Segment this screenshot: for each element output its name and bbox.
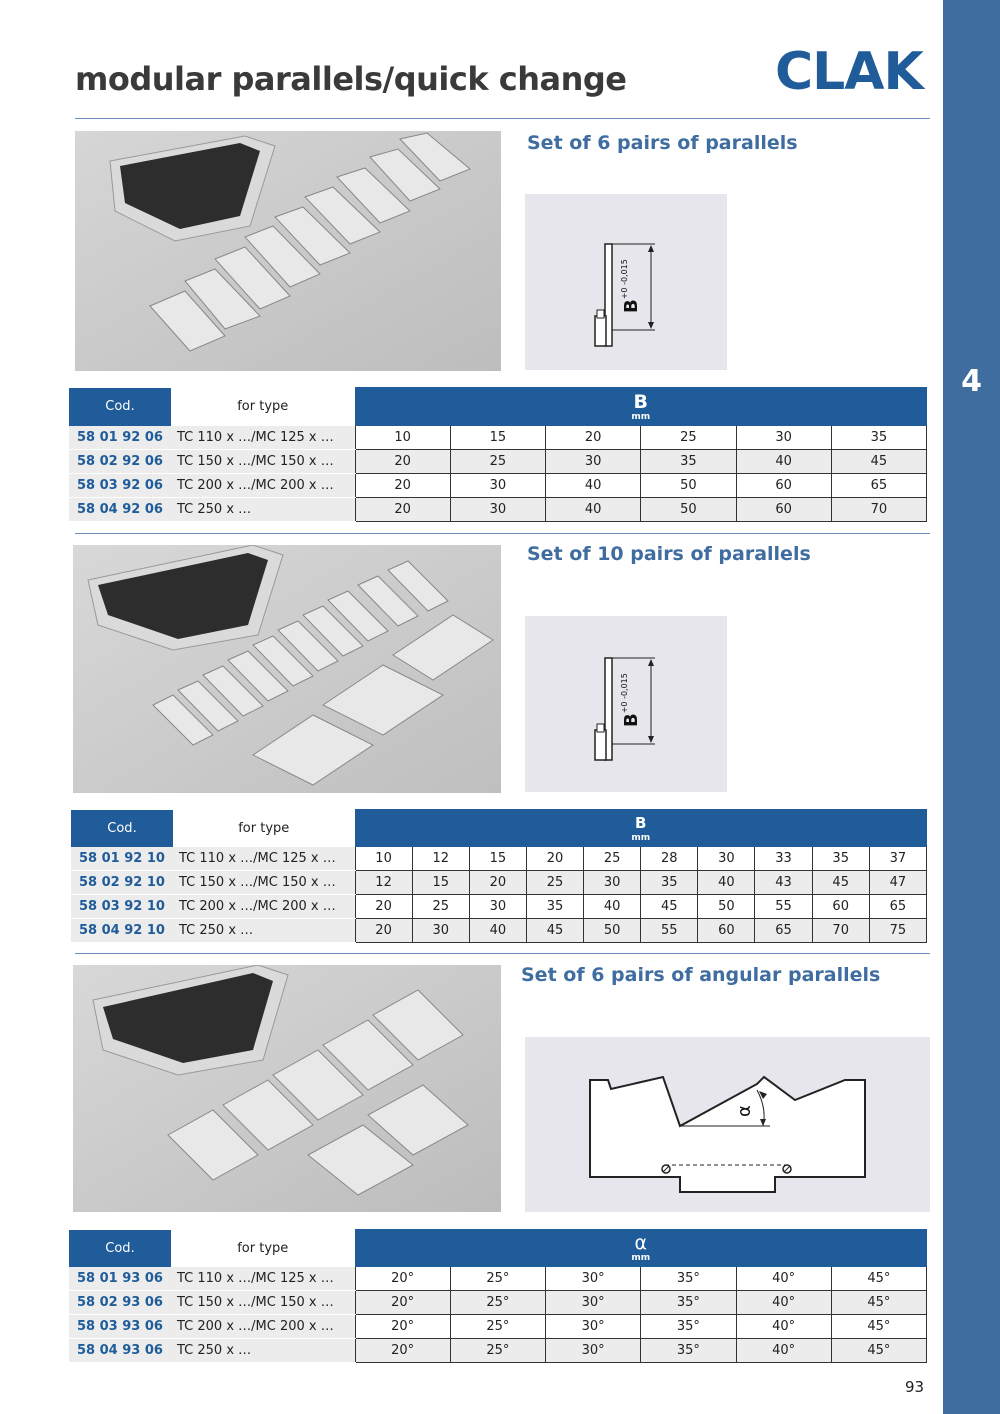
value-cell: 40 xyxy=(469,919,526,943)
type-cell: TC 250 x … xyxy=(171,498,355,522)
section-title-angular: Set of 6 pairs of angular parallels xyxy=(521,964,881,986)
table-row xyxy=(69,1315,927,1339)
page-number: 93 xyxy=(905,1378,925,1396)
tolerance-label: +0 -0,015 xyxy=(620,673,629,714)
table-row xyxy=(71,895,927,919)
divider xyxy=(75,533,930,534)
value-cell: 45 xyxy=(526,919,583,943)
code-cell: 58 04 92 10 xyxy=(71,919,173,943)
value-cell: 20° xyxy=(355,1315,450,1339)
value-cell: 20 xyxy=(526,847,583,871)
value-cell: 65 xyxy=(831,474,926,498)
value-cell: 43 xyxy=(755,871,812,895)
value-cell: 30 xyxy=(584,871,641,895)
product-photo-angular xyxy=(73,965,501,1212)
value-cell: 20 xyxy=(546,426,641,450)
value-cell: 20 xyxy=(355,895,412,919)
type-cell: TC 200 x …/MC 200 x … xyxy=(173,895,355,919)
chapter-sidebar xyxy=(943,0,1000,1414)
code-cell: 58 04 92 06 xyxy=(69,498,171,522)
value-cell: 55 xyxy=(641,919,698,943)
code-cell: 58 03 92 10 xyxy=(71,895,173,919)
value-cell: 20° xyxy=(355,1339,450,1363)
value-cell: 50 xyxy=(698,895,755,919)
value-cell: 20 xyxy=(355,919,412,943)
value-cell: 35° xyxy=(641,1339,736,1363)
value-cell: 70 xyxy=(831,498,926,522)
value-cell: 40° xyxy=(736,1291,831,1315)
value-cell: 25 xyxy=(526,871,583,895)
type-cell: TC 250 x … xyxy=(173,919,355,943)
header-cod: Cod. xyxy=(69,388,171,426)
code-cell: 58 02 92 10 xyxy=(71,871,173,895)
table-row xyxy=(71,847,927,871)
table-row xyxy=(69,426,927,450)
value-cell: 30 xyxy=(546,450,641,474)
code-cell: 58 02 92 06 xyxy=(69,450,171,474)
table-row xyxy=(71,871,927,895)
value-cell: 30° xyxy=(546,1315,641,1339)
value-cell: 40° xyxy=(736,1315,831,1339)
value-cell: 20 xyxy=(355,498,450,522)
value-cell: 25 xyxy=(412,895,469,919)
value-cell: 40° xyxy=(736,1267,831,1291)
value-cell: 10 xyxy=(355,426,450,450)
value-cell: 40 xyxy=(546,498,641,522)
table-row xyxy=(69,498,927,522)
diagram-label-b: B xyxy=(621,299,642,313)
type-cell: TC 110 x …/MC 125 x … xyxy=(173,847,355,871)
value-cell: 12 xyxy=(355,871,412,895)
spec-table-angular xyxy=(69,1229,927,1363)
type-cell: TC 150 x …/MC 150 x … xyxy=(173,871,355,895)
value-cell: 35 xyxy=(641,871,698,895)
header-value: B mm xyxy=(355,388,927,426)
value-cell: 25° xyxy=(450,1315,545,1339)
spec-table-10-pairs xyxy=(71,809,927,943)
header-type: for type xyxy=(173,810,355,847)
tolerance-label: +0 -0,015 xyxy=(620,259,629,300)
value-cell: 15 xyxy=(412,871,469,895)
value-cell: 30° xyxy=(546,1339,641,1363)
code-cell: 58 03 93 06 xyxy=(69,1315,171,1339)
value-cell: 60 xyxy=(698,919,755,943)
header-type: for type xyxy=(171,1230,355,1267)
value-cell: 35° xyxy=(641,1291,736,1315)
spec-table-6-pairs xyxy=(69,387,927,522)
value-cell: 40 xyxy=(736,450,831,474)
header-cod: Cod. xyxy=(69,1230,171,1267)
value-cell: 40 xyxy=(546,474,641,498)
value-cell: 25° xyxy=(450,1267,545,1291)
type-cell: TC 200 x …/MC 200 x … xyxy=(171,474,355,498)
table-row xyxy=(69,1267,927,1291)
table-row xyxy=(69,1291,927,1315)
value-cell: 65 xyxy=(869,895,926,919)
value-cell: 45 xyxy=(812,871,869,895)
value-cell: 47 xyxy=(869,871,926,895)
diagram-label-b: B xyxy=(621,713,642,727)
value-cell: 50 xyxy=(641,474,736,498)
value-cell: 15 xyxy=(469,847,526,871)
value-cell: 45 xyxy=(831,450,926,474)
code-cell: 58 02 93 06 xyxy=(69,1291,171,1315)
value-cell: 35 xyxy=(641,450,736,474)
value-cell: 30° xyxy=(546,1291,641,1315)
value-cell: 25° xyxy=(450,1291,545,1315)
value-cell: 15 xyxy=(450,426,545,450)
value-cell: 65 xyxy=(755,919,812,943)
value-cell: 55 xyxy=(755,895,812,919)
parallel-diagram-10-pairs xyxy=(525,616,727,792)
value-cell: 40 xyxy=(698,871,755,895)
value-cell: 40° xyxy=(736,1339,831,1363)
divider xyxy=(75,118,930,119)
value-cell: 28 xyxy=(641,847,698,871)
angular-parallel-diagram xyxy=(525,1037,930,1212)
value-cell: 45 xyxy=(641,895,698,919)
value-cell: 12 xyxy=(412,847,469,871)
header-value: α mm xyxy=(355,1230,927,1267)
value-cell: 25° xyxy=(450,1339,545,1363)
code-cell: 58 01 93 06 xyxy=(69,1267,171,1291)
type-cell: TC 250 x … xyxy=(171,1339,355,1363)
value-cell: 45° xyxy=(831,1315,926,1339)
diagram-label-alpha: α xyxy=(734,1105,755,1117)
chapter-number: 4 xyxy=(961,364,982,399)
value-cell: 35 xyxy=(526,895,583,919)
section-title-6-pairs: Set of 6 pairs of parallels xyxy=(527,132,798,154)
type-cell: TC 150 x …/MC 150 x … xyxy=(171,450,355,474)
value-cell: 30 xyxy=(469,895,526,919)
type-cell: TC 150 x …/MC 150 x … xyxy=(171,1291,355,1315)
divider xyxy=(75,953,930,954)
value-cell: 10 xyxy=(355,847,412,871)
type-cell: TC 200 x …/MC 200 x … xyxy=(171,1315,355,1339)
value-cell: 20° xyxy=(355,1267,450,1291)
header-value: B mm xyxy=(355,810,927,847)
header-cod: Cod. xyxy=(71,810,173,847)
value-cell: 35 xyxy=(831,426,926,450)
value-cell: 20 xyxy=(469,871,526,895)
code-cell: 58 01 92 06 xyxy=(69,426,171,450)
value-cell: 50 xyxy=(584,919,641,943)
value-cell: 70 xyxy=(812,919,869,943)
value-cell: 37 xyxy=(869,847,926,871)
value-cell: 50 xyxy=(641,498,736,522)
page-title: modular parallels/quick change xyxy=(75,60,627,98)
value-cell: 60 xyxy=(736,498,831,522)
brand-logo: CLAK xyxy=(775,42,923,102)
table-row xyxy=(69,450,927,474)
value-cell: 30 xyxy=(450,474,545,498)
value-cell: 25 xyxy=(641,426,736,450)
code-cell: 58 03 92 06 xyxy=(69,474,171,498)
product-photo-6-pairs xyxy=(75,131,501,371)
code-cell: 58 04 93 06 xyxy=(69,1339,171,1363)
value-cell: 30 xyxy=(450,498,545,522)
header-type: for type xyxy=(171,388,355,426)
value-cell: 35 xyxy=(812,847,869,871)
value-cell: 40 xyxy=(584,895,641,919)
code-cell: 58 01 92 10 xyxy=(71,847,173,871)
value-cell: 45° xyxy=(831,1267,926,1291)
parallel-diagram-6-pairs xyxy=(525,194,727,370)
value-cell: 45° xyxy=(831,1339,926,1363)
product-photo-10-pairs xyxy=(73,545,501,793)
value-cell: 75 xyxy=(869,919,926,943)
value-cell: 35° xyxy=(641,1315,736,1339)
type-cell: TC 110 x …/MC 125 x … xyxy=(171,426,355,450)
table-row xyxy=(71,919,927,943)
value-cell: 45° xyxy=(831,1291,926,1315)
value-cell: 30° xyxy=(546,1267,641,1291)
value-cell: 25 xyxy=(450,450,545,474)
table-row xyxy=(69,474,927,498)
value-cell: 25 xyxy=(584,847,641,871)
value-cell: 33 xyxy=(755,847,812,871)
type-cell: TC 110 x …/MC 125 x … xyxy=(171,1267,355,1291)
value-cell: 30 xyxy=(736,426,831,450)
value-cell: 60 xyxy=(812,895,869,919)
value-cell: 20 xyxy=(355,450,450,474)
section-title-10-pairs: Set of 10 pairs of parallels xyxy=(527,543,811,565)
value-cell: 30 xyxy=(698,847,755,871)
value-cell: 60 xyxy=(736,474,831,498)
value-cell: 20 xyxy=(355,474,450,498)
value-cell: 35° xyxy=(641,1267,736,1291)
table-row xyxy=(69,1339,927,1363)
value-cell: 20° xyxy=(355,1291,450,1315)
value-cell: 30 xyxy=(412,919,469,943)
